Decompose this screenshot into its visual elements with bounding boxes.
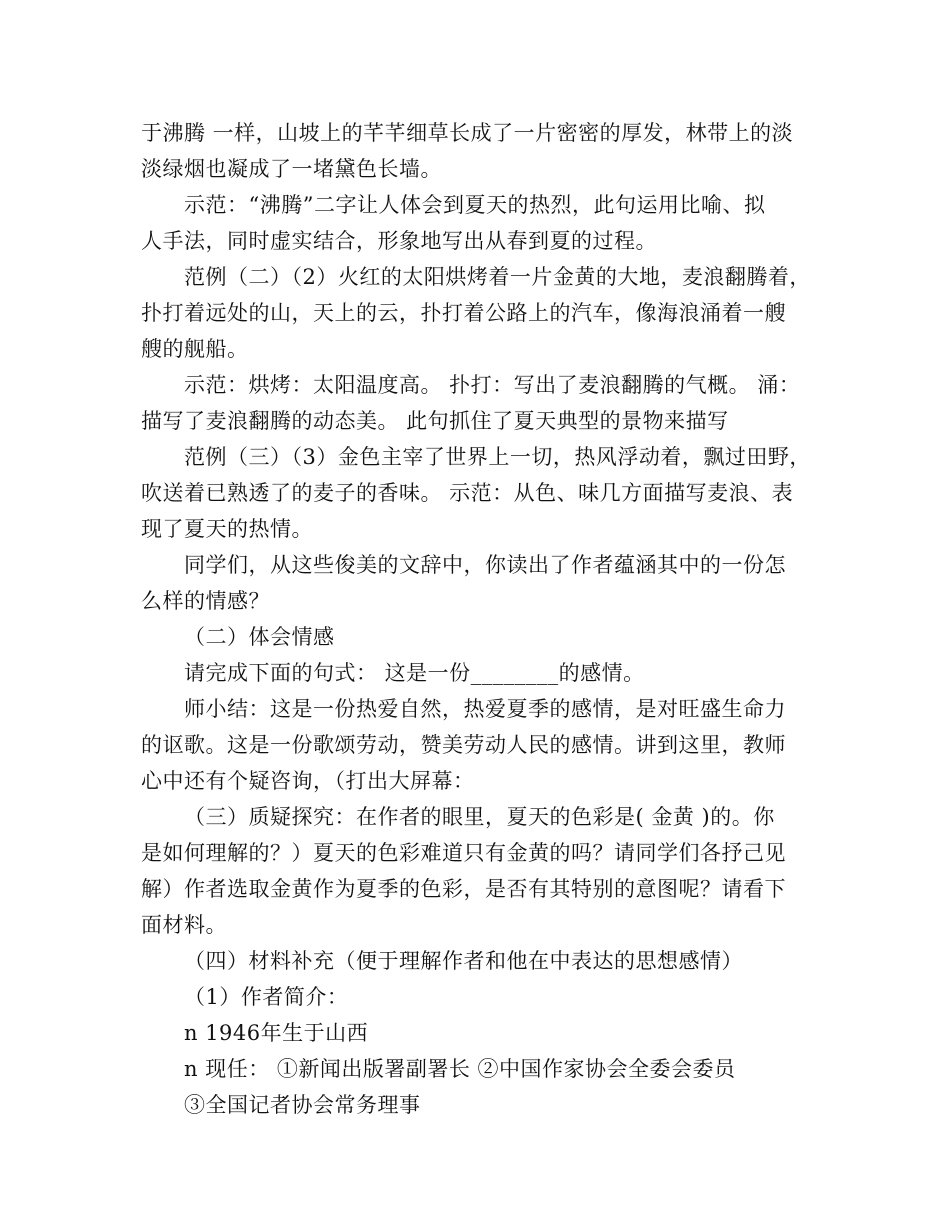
text-line: 是如何理解的？）夏天的色彩难道只有金黄的吗？请同学们各抒己见 (141, 841, 786, 865)
text-line: 扑打着远处的山，天上的云，扑打着公路上的汽车，像海浪涌着一艘 (141, 301, 786, 325)
text-line: 人手法，同时虚实结合，形象地写出从春到夏的过程。 (141, 229, 657, 253)
text-line: 请完成下面的句式： 这是一份________的感情。 (184, 661, 645, 685)
text-line: 于沸腾 一样，山坡上的芊芊细草长成了一片密密的厚发，林带上的淡 (141, 121, 794, 145)
text-line: 解）作者选取金黄作为夏季的色彩，是否有其特别的意图呢？请看下 (141, 877, 786, 901)
list-item: ③全国记者协会常务理事 (184, 1093, 421, 1117)
text-line: 范例（二）（2）火红的太阳烘烤着一片金黄的大地，麦浪翻腾着， (184, 265, 811, 289)
text-line: 示范：“沸腾”二字让人体会到夏天的热烈，此句运用比喻、拟 (184, 193, 766, 217)
section-heading: （二）体会情感 (184, 625, 335, 649)
text-line: 范例（三）（3）金色主宰了世界上一切，热风浮动着，飘过田野， (184, 445, 811, 469)
text-line: 师小结：这是一份热爱自然，热爱夏季的感情，是对旺盛生命力 (184, 697, 786, 721)
text-line: 艘的舰船。 (141, 337, 249, 361)
text-line: （1）作者简介： (184, 985, 349, 1009)
list-item: n 现任： ①新闻出版署副署长 ②中国作家协会全委会委员 (184, 1057, 736, 1081)
text-line: 同学们，从这些俊美的文辞中，你读出了作者蕴涵其中的一份怎 (184, 553, 786, 577)
text-line: 淡绿烟也凝成了一堵黛色长墙。 (141, 157, 442, 181)
text-line: 面材料。 (141, 913, 227, 937)
text-line: 的讴歌。这是一份歌颂劳动，赞美劳动人民的感情。讲到这里，教师 (141, 733, 786, 757)
list-item: n 1946年生于山西 (184, 1021, 369, 1045)
text-line: 心中还有个疑咨询，（打出大屏幕： (141, 769, 475, 793)
text-line: 描写了麦浪翻腾的动态美。 此句抓住了夏天典型的景物来描写 (141, 409, 729, 433)
text-line: 现了夏天的热情。 (141, 517, 313, 541)
text-line: 么样的情感？ (141, 589, 270, 613)
section-heading: （四）材料补充（便于理解作者和他在中表达的思想感情） (184, 949, 743, 973)
section-heading: （三）质疑探究：在作者的眼里，夏天的色彩是( 金黄 )的。你 (184, 805, 775, 829)
text-line: 示范：烘烤：太阳温度高。 扑打：写出了麦浪翻腾的气概。 涌： (184, 373, 801, 397)
text-line: 吹送着已熟透了的麦子的香味。 示范：从色、味几方面描写麦浪、表 (141, 481, 794, 505)
